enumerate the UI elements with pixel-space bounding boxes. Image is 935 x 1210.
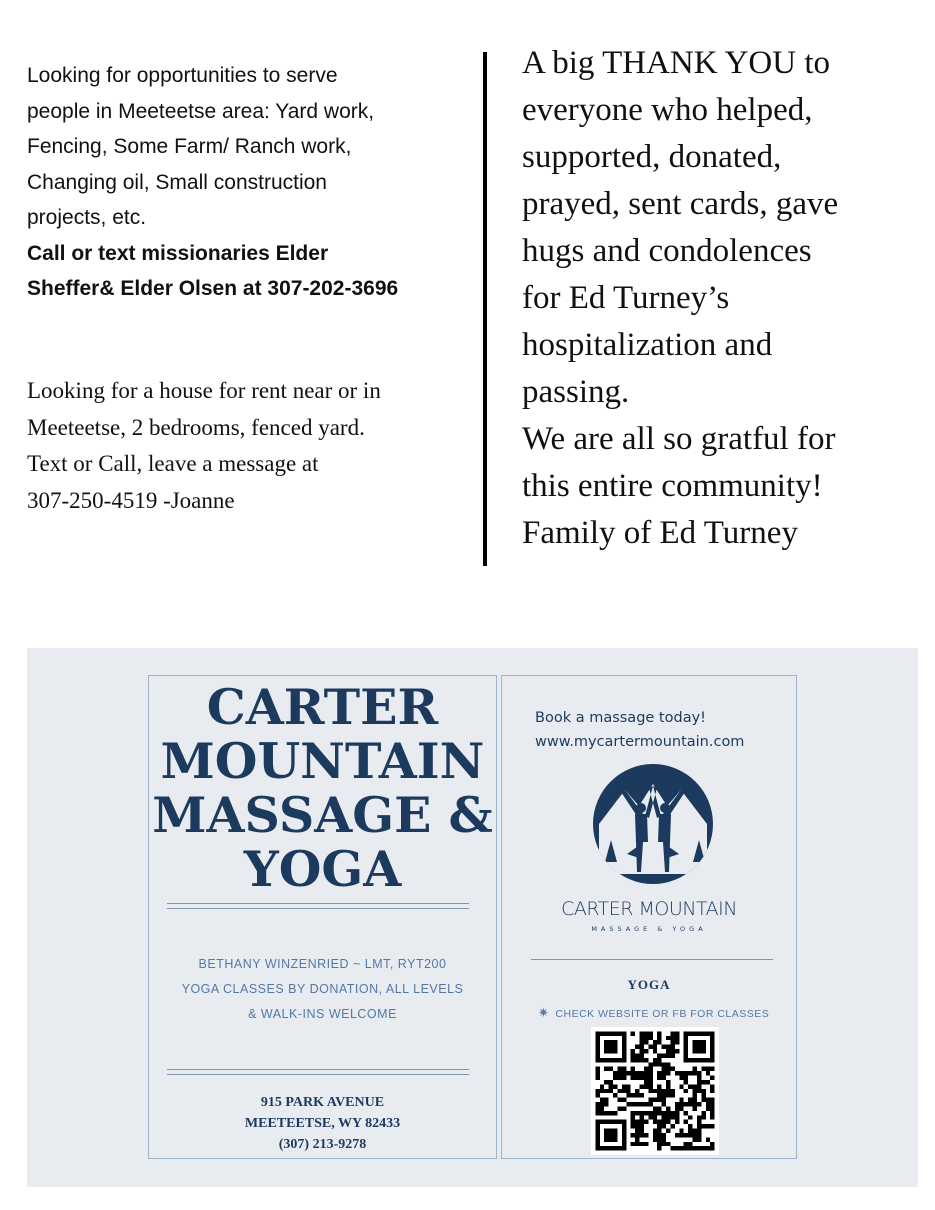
ad-info-line: BETHANY WINZENRIED ~ LMT, RYT200 bbox=[198, 957, 447, 971]
thanks-line: hugs and condolences bbox=[522, 233, 812, 269]
ad-title-line: MASSAGE & bbox=[152, 786, 493, 844]
thanks-line: passing. bbox=[522, 374, 630, 410]
notice-line: Looking for a house for rent near or in bbox=[27, 378, 381, 403]
ad-info-line: YOGA CLASSES BY DONATION, ALL LEVELS bbox=[181, 982, 464, 996]
ad-left-panel bbox=[148, 675, 497, 1159]
thanks-line: prayed, sent cards, gave bbox=[522, 186, 839, 222]
yoga-label: YOGA bbox=[627, 977, 671, 992]
ad-address bbox=[149, 1092, 496, 1155]
logo-name: CARTER MOUNTAIN bbox=[561, 898, 737, 920]
thanks-line: hospitalization and bbox=[522, 327, 773, 363]
ad-phone: (307) 213-9278 bbox=[278, 1137, 367, 1152]
notice-line: Fencing, Some Farm/ Ranch work, bbox=[27, 135, 352, 158]
notice-line: 307-250-4519 -Joanne bbox=[27, 487, 235, 513]
ad-title-line: YOGA bbox=[243, 840, 402, 898]
ad-address-rule bbox=[167, 1069, 469, 1075]
logo-tagline: MASSAGE & YOGA bbox=[591, 925, 707, 933]
carter-mountain-ad bbox=[27, 648, 918, 1187]
check-website-text: CHECK WEBSITE OR FB FOR CLASSES bbox=[555, 1008, 770, 1020]
ad-right-panel bbox=[501, 675, 797, 1159]
ad-address-line: 915 PARK AVENUE bbox=[260, 1095, 385, 1110]
thanks-line: supported, donated, bbox=[522, 139, 782, 175]
thanks-line: Family of Ed Turney bbox=[522, 515, 798, 551]
notice-line: projects, etc. bbox=[27, 206, 147, 229]
sparkle-icon: ✷ bbox=[538, 1005, 550, 1020]
check-website-line bbox=[538, 1005, 769, 1021]
notice-contact-line: Sheffer& Elder Olsen at 307-202-3696 bbox=[27, 277, 399, 300]
ad-title-line: CARTER bbox=[206, 678, 439, 736]
notice-thank-you bbox=[522, 40, 922, 557]
thanks-line: for Ed Turney’s bbox=[522, 280, 730, 316]
notice-line: Changing oil, Small construction bbox=[27, 170, 327, 194]
notice-line: people in Meeteetse area: Yard work, bbox=[27, 99, 375, 123]
ad-website-link[interactable]: www.mycartermountain.com bbox=[535, 734, 745, 750]
notice-serve-opportunities bbox=[27, 58, 467, 307]
yoga-pose-logo-icon bbox=[591, 762, 715, 886]
ad-title-line: MOUNTAIN bbox=[160, 732, 485, 790]
thanks-line: A big THANK YOU to bbox=[522, 45, 831, 81]
column-divider bbox=[483, 52, 487, 566]
notice-contact-line: Call or text missionaries Elder bbox=[27, 241, 329, 265]
ad-address-line: MEETEETSE, WY 82433 bbox=[244, 1116, 401, 1131]
thanks-line: We are all so gratful for bbox=[522, 421, 836, 457]
ad-cta-text: Book a massage today! bbox=[535, 710, 706, 726]
notice-line: Text or Call, leave a message at bbox=[27, 451, 319, 476]
ad-cta bbox=[535, 706, 744, 754]
notice-line: Meeteetse, 2 bedrooms, fenced yard. bbox=[27, 414, 365, 440]
notice-house-for-rent bbox=[27, 373, 467, 519]
ad-title bbox=[149, 680, 496, 896]
ad-info-line: & WALK-INS WELCOME bbox=[248, 1007, 397, 1021]
qr-code-icon[interactable] bbox=[591, 1027, 719, 1155]
thanks-line: this entire community! bbox=[522, 468, 823, 504]
ad-right-rule bbox=[531, 959, 773, 960]
thanks-line: everyone who helped, bbox=[522, 92, 813, 128]
ad-info bbox=[149, 952, 496, 1027]
notice-line: Looking for opportunities to serve bbox=[27, 64, 338, 87]
ad-title-rule bbox=[167, 903, 469, 909]
